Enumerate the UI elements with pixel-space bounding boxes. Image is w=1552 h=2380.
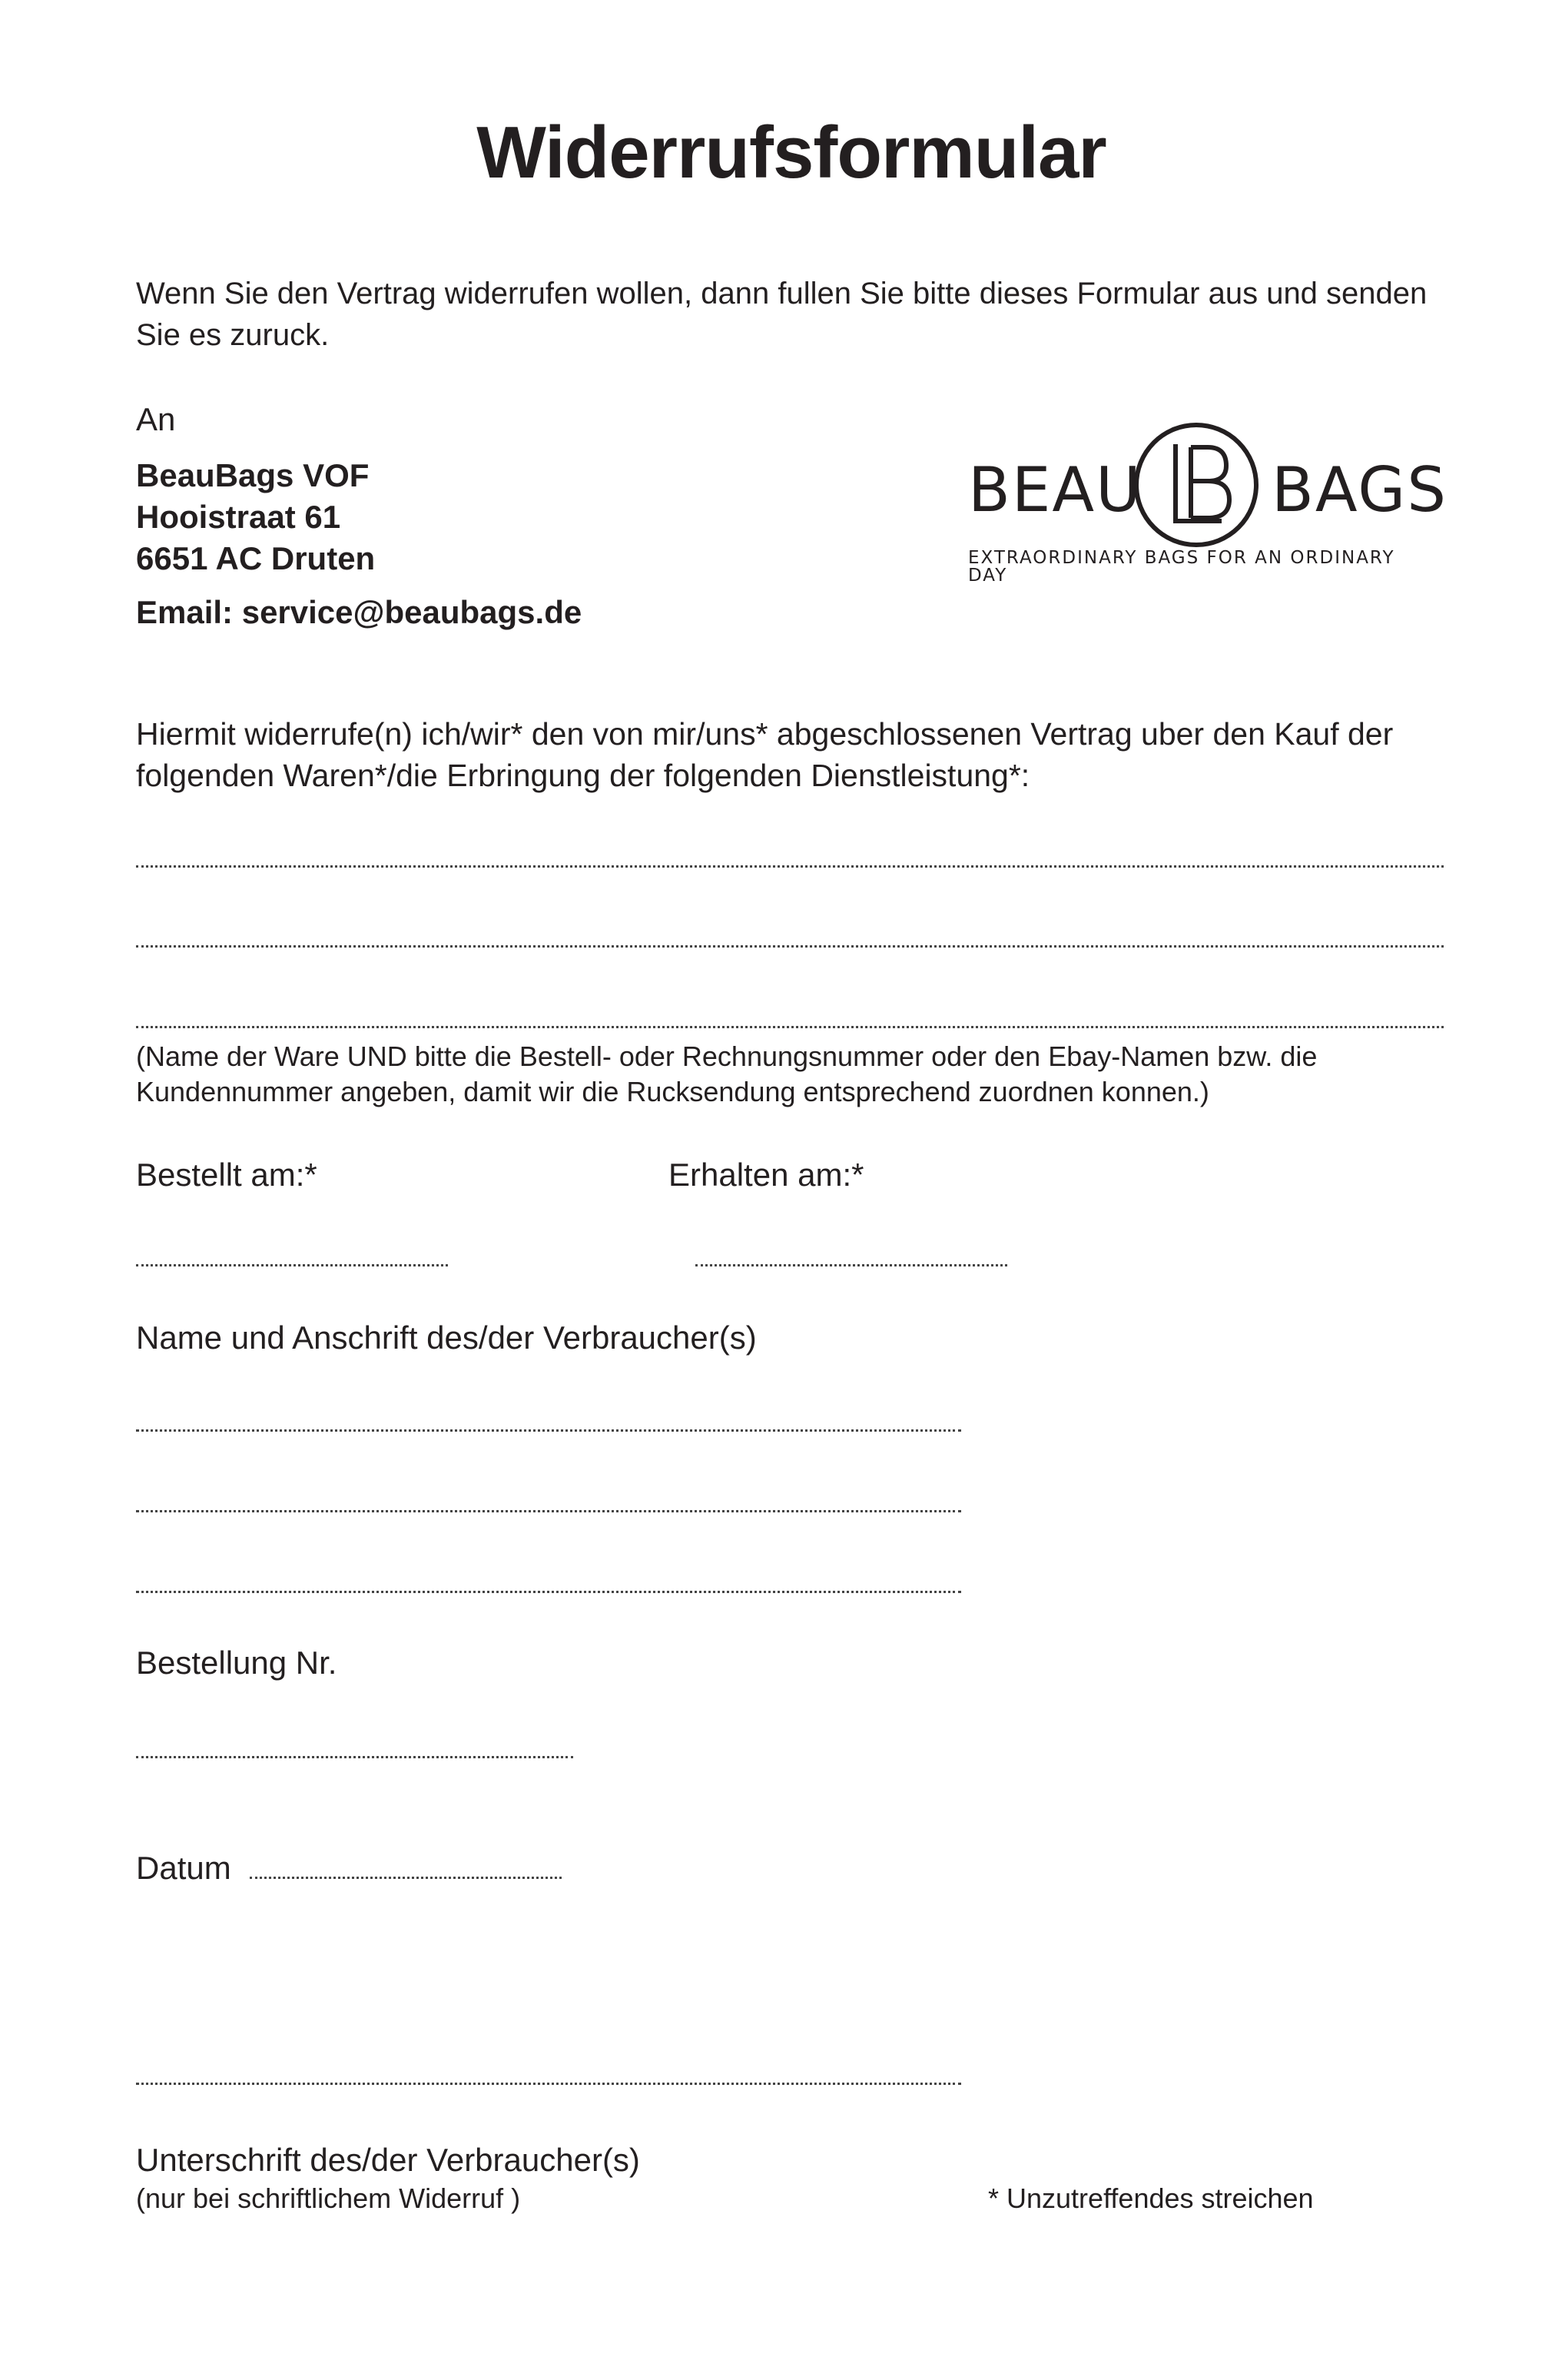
page-title: Widerrufsformular: [476, 111, 1106, 194]
recipient-street: Hooistraat 61: [136, 499, 341, 535]
intro-text: Wenn Sie den Vertrag widerrufen wollen, dann fullen Sie bitte dieses Formular aus und senden Sie es zuruck.: [136, 277, 1428, 352]
date-label: Datum: [136, 1850, 231, 1886]
logo-right-word: BAGS: [1272, 454, 1448, 526]
logo-tagline: EXTRAORDINARY BAGS FOR AN ORDINARY DAY: [968, 548, 1395, 586]
received-date-label: Erhalten am:*: [668, 1157, 864, 1193]
logo-left-word: BEAU: [968, 454, 1142, 526]
signature-note: (nur bei schriftlichem Widerruf ): [136, 2182, 521, 2214]
recipient-city: 6651 AC Druten: [136, 540, 376, 576]
date-line[interactable]: [250, 1877, 562, 1879]
signature-line[interactable]: [136, 2083, 961, 2085]
company-logo: [964, 415, 1448, 586]
logo-monogram-icon: [1131, 420, 1262, 550]
ordered-date-line[interactable]: [136, 1264, 448, 1266]
order-number-label: Bestellung Nr.: [136, 1645, 337, 1681]
goods-note: (Name der Ware UND bitte die Bestell- oder Rechnungsnummer oder den Ebay-Namen bzw. die Kundennummer angeben, damit wir die Rucksendung entsprechend zuordnen konnen.): [136, 1041, 1318, 1107]
recipient-address: [136, 455, 375, 579]
recipient-company: BeauBags VOF: [136, 457, 370, 493]
goods-line-2[interactable]: [136, 945, 1444, 948]
goods-line-3[interactable]: [136, 1026, 1444, 1028]
goods-line-1[interactable]: [136, 865, 1444, 868]
consumer-label: Name und Anschrift des/der Verbraucher(s): [136, 1319, 757, 1356]
recipient-to-label: An: [136, 401, 176, 437]
order-number-line[interactable]: [136, 1756, 573, 1758]
recipient-email: Email: service@beaubags.de: [136, 594, 582, 630]
received-date-line[interactable]: [695, 1264, 1007, 1266]
consumer-line-3[interactable]: [136, 1591, 961, 1593]
ordered-date-label: Bestellt am:*: [136, 1157, 317, 1193]
consumer-line-1[interactable]: [136, 1429, 961, 1432]
signature-label: Unterschrift des/der Verbraucher(s): [136, 2142, 640, 2178]
footnote: * Unzutreffendes streichen: [988, 2182, 1314, 2214]
consumer-line-2[interactable]: [136, 1510, 961, 1512]
declaration-text: Hiermit widerrufe(n) ich/wir* den von mir/uns* abgeschlossenen Vertrag uber den Kauf der folgenden Waren*/die Erbringung der folgenden Dienstleistung*:: [136, 716, 1394, 793]
